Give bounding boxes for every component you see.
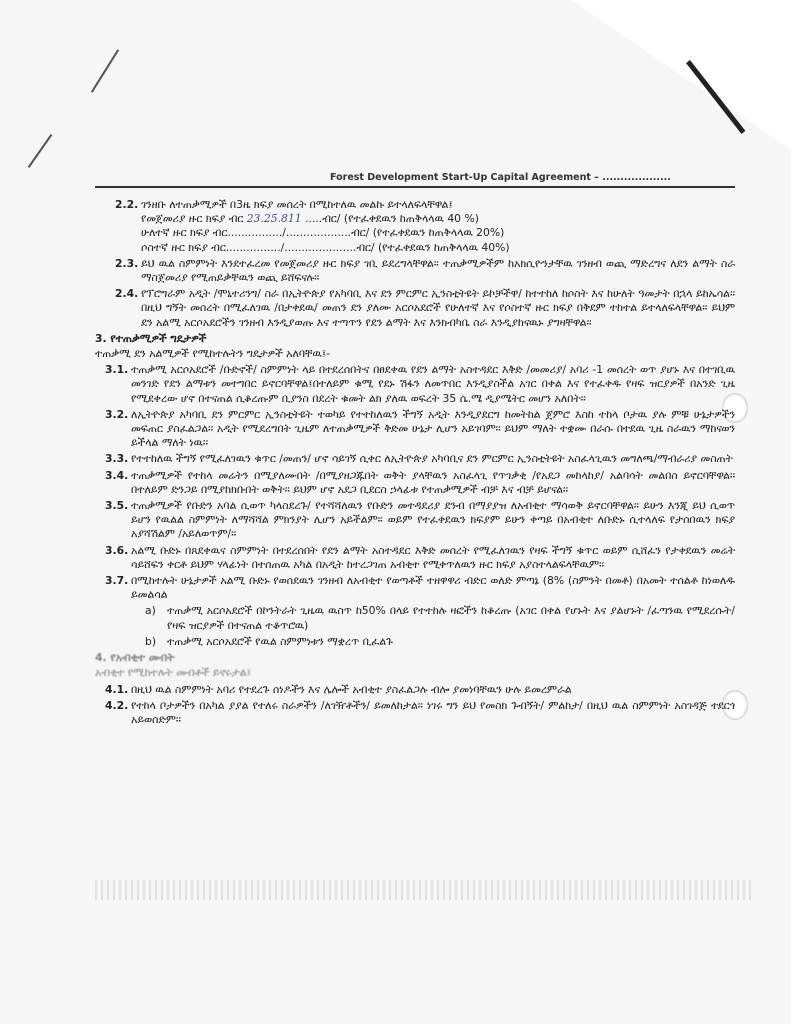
clause-3-2 [95,408,735,451]
clause-3-7-b [95,635,735,649]
clause-number: 3.4. [105,468,129,482]
section-3-intro: ተጠቃሚ ደን አልሚዎች የሚከተሉትን ግዴታዎች አለባቸዉ፤- [95,347,331,361]
clause-number: 2.2. [115,198,139,211]
clause-2-2 [95,198,735,255]
sub-item-text: ተጠቃሚ አርሶአደሮች በኮንትራት ጊዜዉ ዉስጥ ከ50% በላይ የተተከሉ ዛፎችን ከቆረጡ (አገር በቀል የሆኑት እና ያልሆኑት /ፈጣንዉ የሚደረሱት/ የዛፍ ዝርያዎች በተናጠል ተቆጥሮዉ) [167,604,735,632]
payment-first: የመጀመሪያ ዙር ክፍያ ብር 23.25.811 .....ብር/ (የተፈቀደዉን ከጠቅላላዉ 40 %) [141,212,479,226]
clause-text: ተጠቃሚ አርሶአደሮች /ቡድኖች/ ስምምነት ላይ በተደረሰበትና በፀደቀዉ የደን ልማት አስተዳደር እቅድ /መመሪያ/ አባሪ -1 መሰረት ወጥ ያሆኑ እና በተገቢዉ መንገድ የደን ልማቱን መተግበር ይኖርባቸዋል፤በተለይም ቁሚ የደኑ ሽፋን ለመጥበር እንዲያስችል አገር በቀል እና የተፈቀዱ የዛፍ ዝርያዎች በአንድ ጊዜ የሚደቀረው ሆኖ በተናጠል ሲቆረጡም ቢያንስ በደረት ቁመት ልክ ያለዉ ወፍረት 35 ሴ.ሜ ዲያሜትር መሆን አለበት፡፡ [131,363,735,405]
clause-3-1 [95,363,735,406]
section-4-heading: 4. የአብቂተ መብት [95,651,175,665]
payment-third: ሶስተኛ ዙር ክፍያ ብር................/.....................ብር/ (የተፈቀደዉን ከጠቅላላዉ 40%) [141,240,510,254]
document-body [95,198,735,729]
clause-text: የተከላ ቦታዎችን በአካል ያያል የተለሩ ስራዎችን /ለገዥቶችን/ ይመለከታል፡፡ ነገሩ ግን ይህ የመስክ ጉብኝት/ ምልከታ/ በዚህ ዉል ስምምነት አስገዳጅ ተደርጎ አይወሰድም፡፡ [131,698,735,726]
document-header-title: Forest Development Start-Up Capital Agreement – ................... [330,172,671,183]
clause-4-1 [95,683,735,697]
sub-item-text: ተጠቃሚ አርሶአደሮች የዉል ስምምነቱን ማቋረጥ ቢፈልጉ [167,634,393,648]
clause-text: ተጠቃሚዎች የቡድን አባል ሲወጥ ካላስደረጉ/ የተሻሻለዉን የቡድን መተዳደሪያ ደንብ በማያያዝ ለአብቂተ ማሳወቅ ይኖርባቸዋል፡፡ ይሁን እንጂ ይህ ሲወጥ ይሆን የዉልል ስምምነት ለማሻሻል ምክንያት ሊሆን አይችልም፡፡ ወይም የተፈቀደዉን ክፍያም ይሁን ቀጣይ በአብቂተ ለቡድኑ ሲተላለፍ የታሰበዉን ክፍያ አያሻሽልም /አይለወጥም/፡፡ [131,499,735,541]
clause-text: አልሚ ቡድኑ በጸደቀዉና ስምምነት በተደረሰበት የደን ልማት አስተዳደር እቅድ መሰረት የሚፈለገዉን የዛፍ ችግኝ ቁጥር ወይም ሲሸፈን የታቀደዉን መሬት ሳይሸፍን ቀርቶ ይህም ሃላፊነት በተሰጠዉ አካል በአዲት ከተረጋገጠ አብቂተ የሚቀጥለዉን ዙር ክፍያ አያስተላልፍላቸዉም፡፡ [131,543,735,571]
clause-text: በሚከተሉት ሁኔታዎች አልሚ ቡድኑ የወሰደዉን ገንዘብ ለአብቂተ የወጣቶች ተዘዋዋሪ ብድር ወለድ ምጣኔ (8% (ስምንት በመቶ) በአመት ተሰልቶ ከነወለዱ ይመልሳል [131,574,735,602]
clause-3-4 [95,469,735,497]
clause-text [141,198,735,255]
clause-text: በዚህ ዉል ስምምነት አባሪ የተደረጉ ሰነዶችን እና ሌሎች አብቂተ ያስፈልጋሉ ብሎ ያመነባቸዉን ሁሉ ይመረምራል [131,682,572,696]
clause-2-4 [95,287,735,330]
clause-number: 4.2. [105,698,129,712]
clause-number: 3.3. [105,452,129,466]
clause-2-3 [95,257,735,285]
clause-number: 2.4. [115,287,139,301]
clause-text: ይህ ዉል ስምምነት እንደተፈረመ የመጀመሪያ ዙር ክፍያ ገቢ ይደረግላቸዋል፡፡ ተጠቃሚዎችም ከአክሲዮንታቸዉ ገንዘብ ወጪ ማድረግና ለደን ልማት ስራ ማስጀመሪያ የሚጠይቃቸዉን ወጪ ይሸፍናሉ፡፡ [141,256,735,285]
clause-3-6 [95,544,735,572]
clause-text: ለኢትዮጵያ አካባቢ ደን ምርምር ኢንስቲትዩት ተወካይ የተተከለዉን ችግኝ አዲት እንዲያደርግ ከመትከል ጀምሮ እስከ ተከላ ቦታዉ ያሉ ምቹ ሁኔታዎችን መፍጠር ያስፈልጋል፡፡ አዲት የሚደረግበት ጊዜም ለተጠቃሚዎች ቅድመ ሁኔታ ሊሆን አይገባም፡፡ ይህም ማለት ተቋሙ በራሱ በተደዉ ጊዜ ስራዉን ማከናወን ይችላል ማለት ነዉ፡፡ [131,407,735,450]
clause-text: የፕሮግራም አዲት /ሞኒተሪንግ/ ስራ በኢትዮጵያ የአካባቢ እና ደን ምርምር ኢንስቲትዩት ይኮቻችዋ/ ከተተከለ ከሶስት እና ከሁለት ዓመታት በኋላ ይከኤሳል፡፡ በዚህ ግኝት መሰረት በሚፈለገዉ /በታቀደዉ/ መጠን ደን ያለሙ አርሶአደሮች የሁለተኛ እና የሶስተኛ ዙር ክፍያ በቅደም ተከተል ይተላለፍላቸዋል፡፡ ይህም ደን አልሚ አርሶአደሮችን ገንዘብ እንዲያወጡ እና ተጣጥን የደን ልማት እና እንክብካቤ ስራ እንዲያከናዉኑ ያግዛቸዋል፡፡ [141,287,735,329]
sub-item-marker: a) [145,604,156,618]
clause-number: 2.3. [115,256,139,270]
sub-item-marker: b) [145,634,157,648]
clause-number: 3.7. [105,574,129,588]
scan-noise [95,880,755,900]
clause-number: 3.6. [105,543,129,557]
clause-number: 4.1. [105,682,129,696]
clause-3-7-a [95,604,735,632]
header-rule [95,186,735,188]
clause-number: 3.2. [105,407,129,421]
section-3-heading: 3. የተጠቃሚዎች ግዴታዎች [95,331,207,345]
payment-second: ሁለተኛ ዙር ክፍያ ብር................/...................ብር/ (የተፈቀደዉን ከጠቅላላዉ 20%) [141,226,505,240]
folded-corner [571,0,791,150]
clause-3-7 [95,574,735,602]
section-4-intro: አብቂተ የሚከተሉት መብቶች ይኖሩታል፤ [95,666,251,680]
clause-text: የተተከለዉ ችግኝ የሚፈለገዉን ቁጥር /መጠን/ ሆኖ ሳይገኝ ሲቀር ለኢትዮጵያ አካባቢና ደን ምርምር ኢንስቲትዩት አስፈላጊዉን መግለጫ/ማብራሪያ መስጠት [131,452,733,466]
clause-3-5 [95,499,735,542]
clause-number: 3.5. [105,499,129,513]
clause-number: 3.1. [105,363,129,377]
payment-intro: ገንዘቡ ለተጠቃሚዎች በ3ዜ ክፍያ መሰረት በሚከተለዉ መልኩ ይተላለፍላቸዋል፤ [141,198,453,211]
clause-3-3 [95,452,735,466]
clause-4-2 [95,699,735,727]
clause-text: ተጠቃሚዎች የተከላ መሬትን በሚያለሙበት /በሚያዘጋጁበት ወቅት ያላቸዉን አስፈላጊ የጥገቃቂ /የአደጋ መከላከያ/ አልባሳት መልበስ ይኖርባቸዋል፡፡ በተለይም ድንጋይ በሚያከክቡበት ወቅት፡፡ ይህም ሆኖ አደጋ ቢደርስ ኃላፊቱ የተጠቃሚዎች ብቻ እና ብቻ ይሆናል፡፡ [131,468,735,496]
handwritten-amount: 23.25.811 [246,212,302,226]
